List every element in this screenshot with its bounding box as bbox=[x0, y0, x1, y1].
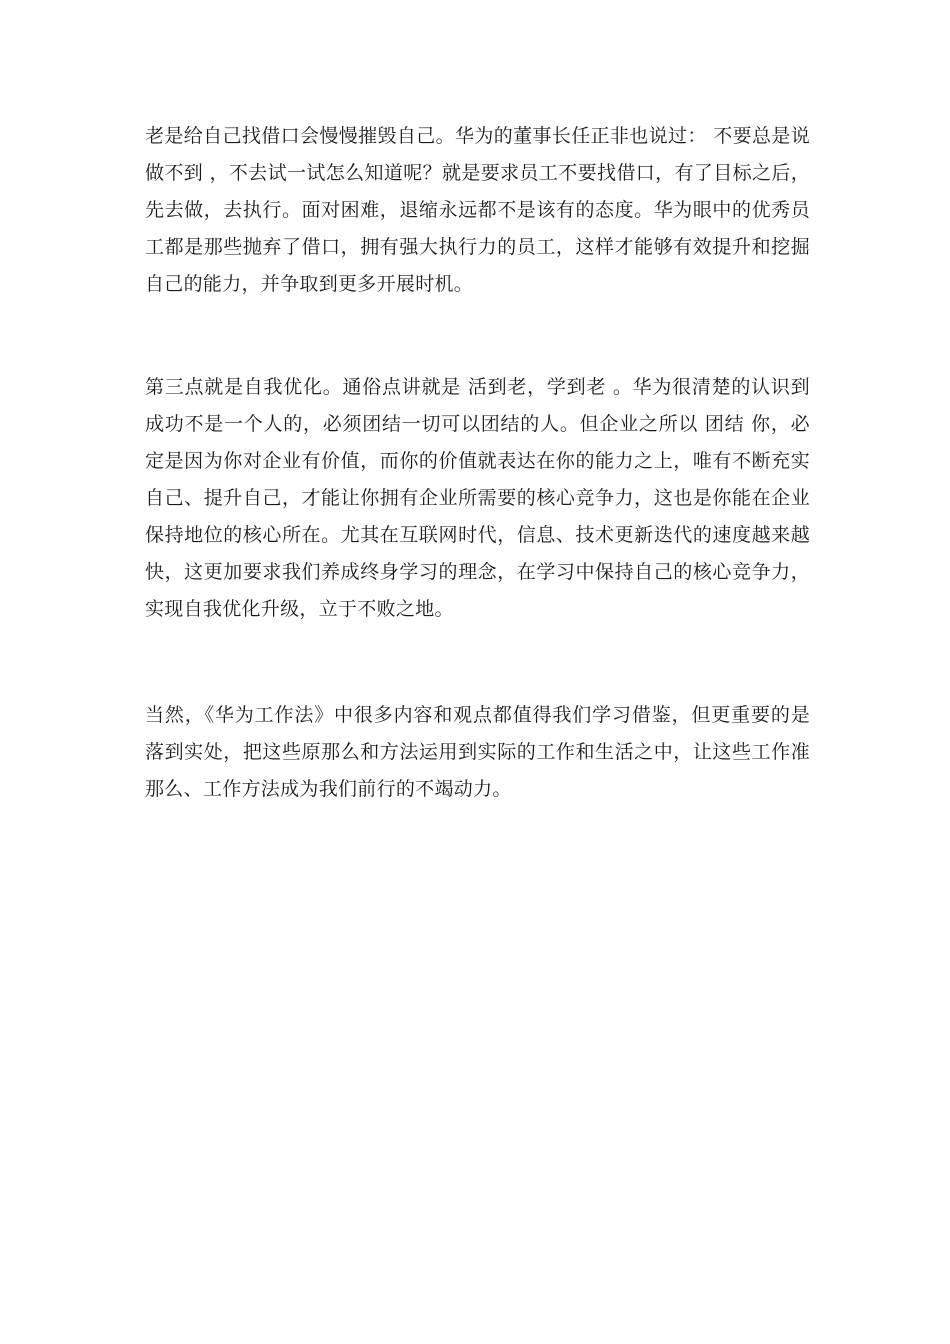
paragraph-line: 定是因为你对企业有价值，而你的价值就表达在你的能力之上，唯有不断充实 bbox=[145, 450, 810, 472]
paragraph-line: 成功不是一个人的，必须团结一切可以团结的人。但企业之所以 团结 你，必 bbox=[145, 413, 810, 435]
paragraph-line: 保持地位的核心所在。尤其在互联网时代，信息、技术更新迭代的速度越来越 bbox=[145, 524, 810, 546]
paragraph-line: 老是给自己找借口会慢慢摧毁自己。华为的董事长任正非也说过： 不要总是说 bbox=[145, 125, 810, 147]
paragraph-line: 那么、工作方法成为我们前行的不竭动力。 bbox=[145, 778, 512, 800]
paragraph-self-optimization bbox=[145, 369, 810, 628]
paragraph-line: 快，这更加要求我们养成终身学习的理念，在学习中保持自己的核心竞争力， bbox=[145, 561, 810, 583]
paragraph-line: 实现自我优化升级，立于不败之地。 bbox=[145, 598, 454, 620]
paragraph-line: 做不到 ，不去试一试怎么知道呢？就是要求员工不要找借口，有了目标之后， bbox=[145, 162, 810, 184]
paragraph-line: 当然，《华为工作法》中很多内容和观点都值得我们学习借鉴，但更重要的是 bbox=[145, 704, 810, 726]
paragraph-line: 自己的能力，并争取到更多开展时机。 bbox=[145, 273, 474, 295]
paragraph-line: 落到实处，把这些原那么和方法运用到实际的工作和生活之中，让这些工作准 bbox=[145, 741, 810, 763]
paragraph-line: 先去做，去执行。面对困难，退缩永远都不是该有的态度。华为眼中的优秀员 bbox=[145, 199, 810, 221]
paragraph-conclusion bbox=[145, 697, 810, 808]
paragraph-line: 第三点就是自我优化。通俗点讲就是 活到老，学到老 。华为很清楚的认识到 bbox=[145, 376, 810, 398]
paragraph-line: 工都是那些抛弃了借口，拥有强大执行力的员工，这样才能够有效提升和挖掘 bbox=[145, 236, 810, 258]
paragraph-excuses bbox=[145, 118, 810, 303]
paragraph-line: 自己、提升自己，才能让你拥有企业所需要的核心竞争力，这也是你能在企业 bbox=[145, 487, 810, 509]
